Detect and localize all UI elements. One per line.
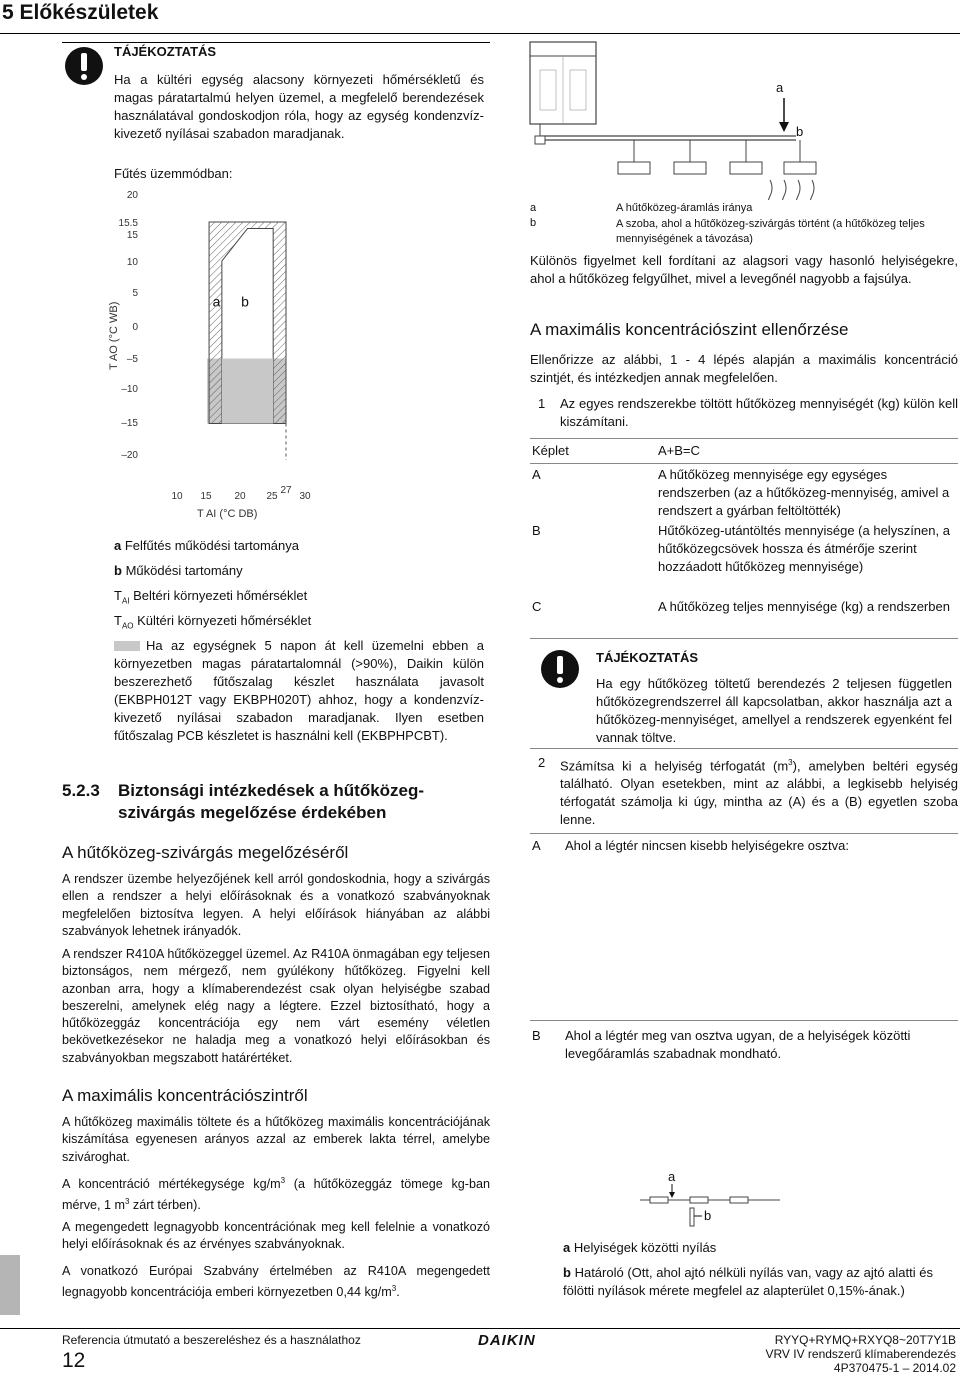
info2-text: Ha egy hűtőközeg töltetű berendezés 2 teljesen független hűtőközegrendszerrel áll kapcsolatban, akkor használja azt a hűtőközeg-mennyiséget, amellyel a rendszerek egyenként fel vannak töltve. [596, 676, 952, 745]
fig1-cap-b: A szoba, ahol a hűtőközeg-szivárgás történt (a hűtőközeg teljes mennyiségének a távozása) [616, 218, 925, 245]
check-heading: A maximális koncentrációszint ellenőrzése [530, 320, 849, 339]
footer-model: RYYQ+RYMQ+RXYQ8~20T7Y1B [774, 1333, 956, 1347]
fig1-cap-a-key: a [530, 202, 537, 214]
info2-title: TÁJÉKOZTATÁS [596, 650, 699, 665]
legend-tao [114, 612, 311, 636]
leak-heading: A hűtőközeg-szivárgás megelőzéséről [62, 843, 349, 862]
refrigerant-flow-figure [526, 40, 960, 200]
maxc-p3: A megengedett legnagyobb koncentrációnak meg kell felelnie a vonatkozó helyi előírásoknak és az érvényes szabványoknak. [62, 1220, 490, 1252]
y-tick-label: 15 [126, 230, 138, 241]
step2-a: Számítsa ki a helyiség térfogatát (m [560, 758, 789, 774]
table-top-rule [530, 438, 958, 439]
section-title-line2: szivárgás megelőzése érdekében [118, 803, 387, 822]
case-rule-2 [530, 1020, 958, 1021]
table-row-b-key: B [532, 523, 541, 538]
maxc-p2 [62, 1172, 490, 1215]
region-b-gray [222, 359, 273, 424]
legend-tai [114, 587, 307, 611]
chart-y-label: T AO (°C WB) [108, 301, 120, 370]
page-title: 5 Előkészületek [2, 1, 159, 24]
right-p1: Különös figyelmet kell fordítani az alagsori vagy hasonló helyiségekre, ahol a hűtőközeg felgyűlhet, mivel a levegőnél nagyobb a fajsúlya. [530, 253, 958, 286]
maxc-p4sup: 3 [391, 1284, 397, 1294]
fig1-cap-a: A hűtőközeg-áramlás iránya [616, 202, 753, 214]
fig2-cap-b-key: b [563, 1265, 571, 1280]
warning-icon [540, 649, 580, 689]
fig1-label-a: a [776, 80, 784, 95]
fig2-cap-b-text: Határoló (Ott, ahol ajtó nélküli nyílás van, vagy az ajtó alatti és fölötti nyílások mérete megfelel az alapterület 0,15%-ának.) [563, 1265, 933, 1298]
step2-b: ), amelyben beltéri egység található. Olyan esetekben, mint az alábbi, a legkisebb helyiség térfogatát számolja ki úgy, mintha az (A) és a (B) egyetlen szoba lenne. [560, 758, 958, 828]
legend-b [114, 562, 243, 580]
legend-b-text: Működési tartomány [125, 563, 243, 578]
x-tick-label: 25 [266, 491, 278, 502]
fig1-label-b: b [796, 124, 804, 139]
heat-mode-label: Fűtés üzemmódban: [114, 166, 233, 181]
step2-sup: 3 [788, 758, 793, 767]
table-row-a-val: A hűtőközeg mennyisége egy egységes rendszerben (az a hűtőközeg-mennyiség, amivel a rendszert a gyárban feltöltötték) [658, 467, 950, 518]
section-number: 5.2.3 [62, 781, 100, 800]
region-a-label: a [212, 293, 221, 310]
x-tick-label: 10 [171, 491, 183, 502]
leak-p2: A rendszer R410A hűtőközeggel üzemel. Az R410A önmagában egy teljesen biztonságos, nem mérgező, nem gyúlékony hűtőközeg. Figyelni kell azonban arra, hogy a klímaberendezést csak olyan helyiségbe szabad beszerelni, amelynek elég nagy a légtere. Ezzel biztosítható, hogy a hűtőközeggáz koncentrációja egy nem várt esemény véletlen bekövetkezésekor ne haladja meg a vonatkozó helyi előírásokban és szabványokban megszabott határértéket. [62, 947, 490, 1065]
maxc-p4b: . [396, 1285, 400, 1300]
step1-num: 1 [538, 396, 546, 411]
y-tick-label: 10 [126, 257, 138, 268]
table-head-rule [530, 463, 958, 464]
info1-top-rule [62, 42, 490, 43]
daikin-logo: DAIKIN [478, 1332, 536, 1349]
maxc-p2b: (a hűtőközeggáz tömege kg-ban mérve, 1 m [62, 1177, 490, 1213]
fig1-cap-b-key: b [530, 217, 537, 229]
fig2-cap-a [563, 1239, 716, 1257]
step1-text: Az egyes rendszerekbe töltött hűtőközeg mennyiségét (kg) külön kell kiszámítani. [560, 396, 958, 429]
footer-doc: 4P370475-1 – 2014.02 [833, 1361, 956, 1375]
legend-gray-text: Ha az egységnek 5 napon át kell üzemelni ebben a környezetben magas páratartalomnál (>90%), Daikin külön beszerezhető fűtőszalag készlet használata javasolt (EKBPH012T vagy EKBPH020T) ahhoz, hogy a kondenzvíz-kivezető nyílásai szabadon maradjanak. Ilyen esetben fűtőszalag PCB készletet is használni kell (EKBPHPCBT). [114, 638, 484, 743]
x-tick-label: 15 [200, 491, 212, 502]
operating-range-chart [100, 188, 340, 528]
table-h2: A+B=C [658, 443, 700, 458]
step2-num: 2 [538, 755, 546, 770]
y-tick-label: 5 [132, 288, 138, 299]
case-b-text: Ahol a légtér meg van osztva ugyan, de a helyiségek közötti levegőáramlás szabadnak mondható. [565, 1028, 911, 1061]
table-row-a-key: A [532, 467, 541, 482]
maxc-heading: A maximális koncentrációszintről [62, 1086, 308, 1105]
room-opening-figure [630, 1170, 790, 1234]
maxc-p1: A hűtőközeg maximális töltete és a hűtőközeg maximális koncentrációjának kiszámítása egyenesen arányos azzal az emberek lakta térrel, amelybe szivároghat. [62, 1115, 490, 1164]
x-tick-label: 30 [299, 491, 311, 502]
table-row-c-key: C [532, 599, 542, 614]
step2-text [560, 754, 958, 829]
tao-sub: AO [121, 621, 134, 631]
chart-x-label: T AI (°C DB) [197, 508, 258, 520]
leak-p1: A rendszer üzembe helyezőjének kell arról gondoskodnia, hogy a szivárgás ellen a rendszer a helyi előírásoknak és a vonatkozó szabványoknak megfelelően biztosítva legyen. A helyi előírások hiányában az alábbi szabványok lehetnek irányadók. [62, 872, 490, 938]
fig2-label-b: b [704, 1208, 712, 1223]
right-p2: Ellenőrizze az alábbi, 1 - 4 lépés alapján a maximális koncentráció szintjét, és intézkedjen annak megfelelően. [530, 352, 958, 385]
table-bottom-rule [530, 638, 958, 639]
legend-tai-text: Beltéri környezeti hőmérséklet [133, 588, 308, 603]
legend-b-key: b [114, 563, 122, 578]
case-a-text: Ahol a légtér nincsen kisebb helyiségekre osztva: [565, 838, 849, 853]
y-tick-label: 15.5 [118, 218, 138, 229]
warning-icon [64, 46, 104, 86]
maxc-p2c: zárt térben). [129, 1198, 201, 1213]
x-tick-label: 27 [280, 485, 292, 496]
legend-a-key: a [114, 538, 122, 553]
tai-sub: AI [121, 596, 130, 606]
info1-text: Ha a kültéri egység alacsony környezeti hőmérsékletű és magas páratartalmú helyen üzemel, a megfelelő berendezések használatával gondoskodjon róla, hogy az egység kondenzvíz-kivezető nyílásai szabadon maradjanak. [114, 72, 484, 141]
table-row-b-val: Hűtőközeg-utántöltés mennyisége (a helyszínen, a hűtőközegcsövek hossza és átmérője szerint hozzáadott hűtőközeg mennyisége) [658, 523, 950, 574]
y-tick-label: –10 [121, 384, 138, 395]
y-tick-label: 0 [132, 322, 138, 333]
info1-title: TÁJÉKOZTATÁS [114, 44, 217, 59]
fig2-cap-a-key: a [563, 1240, 571, 1255]
tao-symbol: T [114, 613, 122, 628]
footer-product: VRV IV rendszerű klímaberendezés [765, 1347, 956, 1361]
y-tick-label: 20 [126, 190, 138, 201]
table-h1: Képlet [532, 443, 569, 458]
table-row-c-val: A hűtőközeg teljes mennyisége (kg) a rendszerben [658, 599, 950, 614]
x-tick-label: 20 [234, 491, 246, 502]
info2-bottom-rule [530, 748, 958, 749]
case-rule-1 [530, 833, 958, 834]
case-a-key: A [532, 838, 541, 853]
fig2-cap-a-text: Helyiségek közötti nyílás [573, 1240, 717, 1255]
maxc-p4 [62, 1263, 490, 1302]
footer-page-number: 12 [62, 1349, 86, 1372]
maxc-p2sup2: 3 [124, 1197, 130, 1207]
region-b-label: b [241, 293, 249, 310]
footer-ref: Referencia útmutató a beszereléshez és a használathoz [62, 1333, 361, 1347]
y-tick-label: –5 [126, 354, 138, 365]
legend-a [114, 537, 299, 555]
maxc-p2sup: 3 [280, 1176, 286, 1185]
fig2-label-a: a [668, 1170, 676, 1184]
maxc-p4a: A vonatkozó Európai Szabvány értelmében az R410A megengedett legnagyobb koncentrációja emberi környezetben 0,44 kg/m [62, 1264, 490, 1300]
section-title-line1: Biztonsági intézkedések a hűtőközeg- [118, 781, 425, 800]
case-b-key: B [532, 1028, 541, 1043]
page-header [0, 0, 960, 34]
fig2-cap-b [563, 1264, 955, 1300]
legend-a-text: Felfűtés működési tartománya [124, 538, 299, 553]
side-tab [0, 1255, 20, 1315]
tai-symbol: T [114, 588, 122, 603]
y-tick-label: –20 [121, 450, 138, 461]
y-tick-label: –15 [121, 418, 138, 429]
maxc-p2a: A koncentráció mértékegysége kg/m [62, 1177, 281, 1192]
legend-tao-text: Kültéri környezeti hőmérséklet [137, 613, 312, 628]
footer-rule [0, 1328, 960, 1329]
